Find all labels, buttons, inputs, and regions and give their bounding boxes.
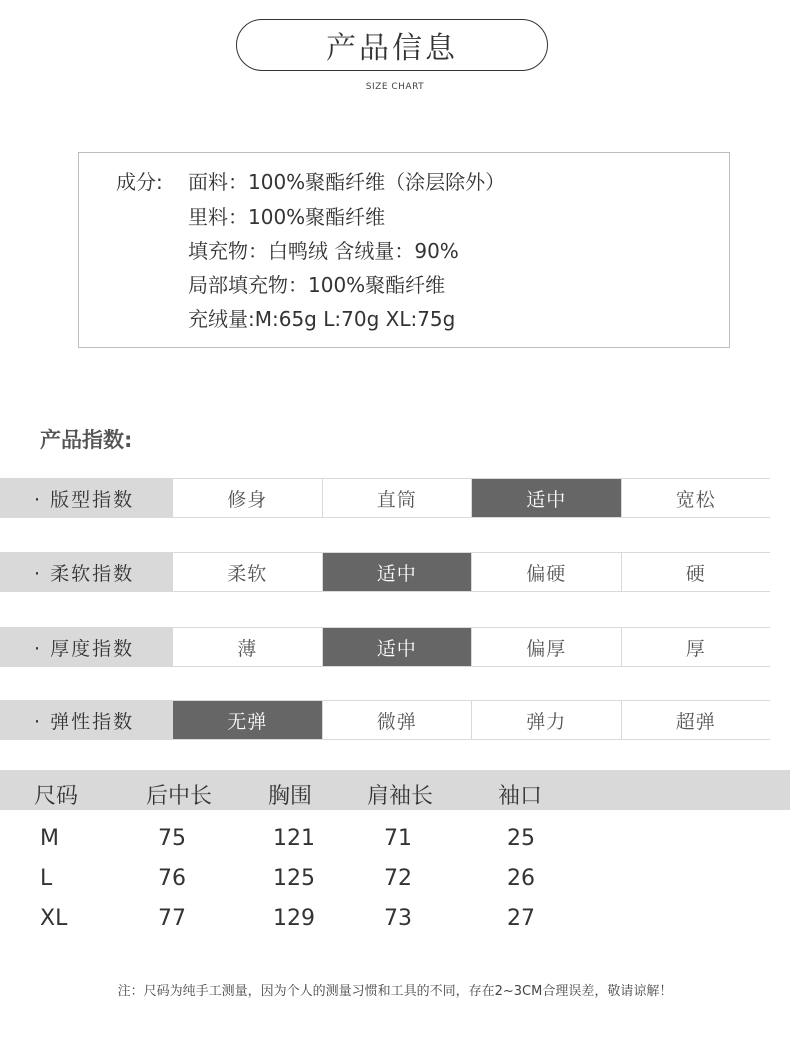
index-option: 微弹 <box>322 701 472 739</box>
index-label: · 厚度指数 <box>0 628 172 666</box>
size-cell: 27 <box>507 906 535 931</box>
index-option: 硬 <box>621 553 771 591</box>
size-cell: L <box>40 866 53 891</box>
index-option: 弹力 <box>471 701 621 739</box>
index-option: 超弹 <box>621 701 771 739</box>
size-header-cell: 尺码 <box>34 784 79 809</box>
size-header-cell: 胸围 <box>268 784 313 809</box>
size-cell: 129 <box>273 906 315 931</box>
index-option: 薄 <box>172 628 322 666</box>
index-row-elasticity <box>0 700 770 740</box>
size-header-cell: 后中长 <box>146 784 213 809</box>
composition-line: 里料：100%聚酯纤维 <box>188 205 386 229</box>
index-option: 直筒 <box>322 479 472 517</box>
composition-line: 填充物：白鸭绒 含绒量：90% <box>188 239 459 263</box>
index-option-selected: 适中 <box>471 479 621 517</box>
size-cell: 26 <box>507 866 535 891</box>
size-cell: 71 <box>384 826 412 851</box>
composition-line: 局部填充物：100%聚酯纤维 <box>188 273 446 297</box>
composition-line: 充绒量:M:65g L:70g XL:75g <box>188 307 456 331</box>
index-option: 柔软 <box>172 553 322 591</box>
size-cell: 72 <box>384 866 412 891</box>
index-row-thickness <box>0 627 770 667</box>
size-header-cell: 肩袖长 <box>367 784 434 809</box>
index-option-selected: 无弹 <box>172 701 322 739</box>
size-cell: 77 <box>158 906 186 931</box>
index-row-softness <box>0 552 770 592</box>
size-cell: 76 <box>158 866 186 891</box>
index-label: · 版型指数 <box>0 479 172 517</box>
size-cell: 121 <box>273 826 315 851</box>
size-cell: 25 <box>507 826 535 851</box>
index-option: 厚 <box>621 628 771 666</box>
index-option: 偏硬 <box>471 553 621 591</box>
size-cell: XL <box>40 906 68 931</box>
page-title: 产品信息 <box>236 19 548 71</box>
size-cell: 125 <box>273 866 315 891</box>
composition-line: 面料：100%聚酯纤维（涂层除外） <box>188 170 506 194</box>
footer-note: 注：尺码为纯手工测量，因为个人的测量习惯和工具的不同，存在2~3CM合理误差，敬请谅解！ <box>117 984 673 999</box>
index-option: 修身 <box>172 479 322 517</box>
index-option-selected: 适中 <box>322 628 472 666</box>
composition-label: 成分: <box>116 170 163 194</box>
size-cell: 75 <box>158 826 186 851</box>
index-row-fit <box>0 478 770 518</box>
size-cell: M <box>40 826 59 851</box>
indices-title: 产品指数: <box>40 428 133 452</box>
index-option-selected: 适中 <box>322 553 472 591</box>
size-header-cell: 袖口 <box>498 784 543 809</box>
index-label: · 柔软指数 <box>0 553 172 591</box>
size-cell: 73 <box>384 906 412 931</box>
page-subtitle: SIZE CHART <box>365 82 425 92</box>
index-option: 偏厚 <box>471 628 621 666</box>
index-option: 宽松 <box>621 479 771 517</box>
index-label: · 弹性指数 <box>0 701 172 739</box>
